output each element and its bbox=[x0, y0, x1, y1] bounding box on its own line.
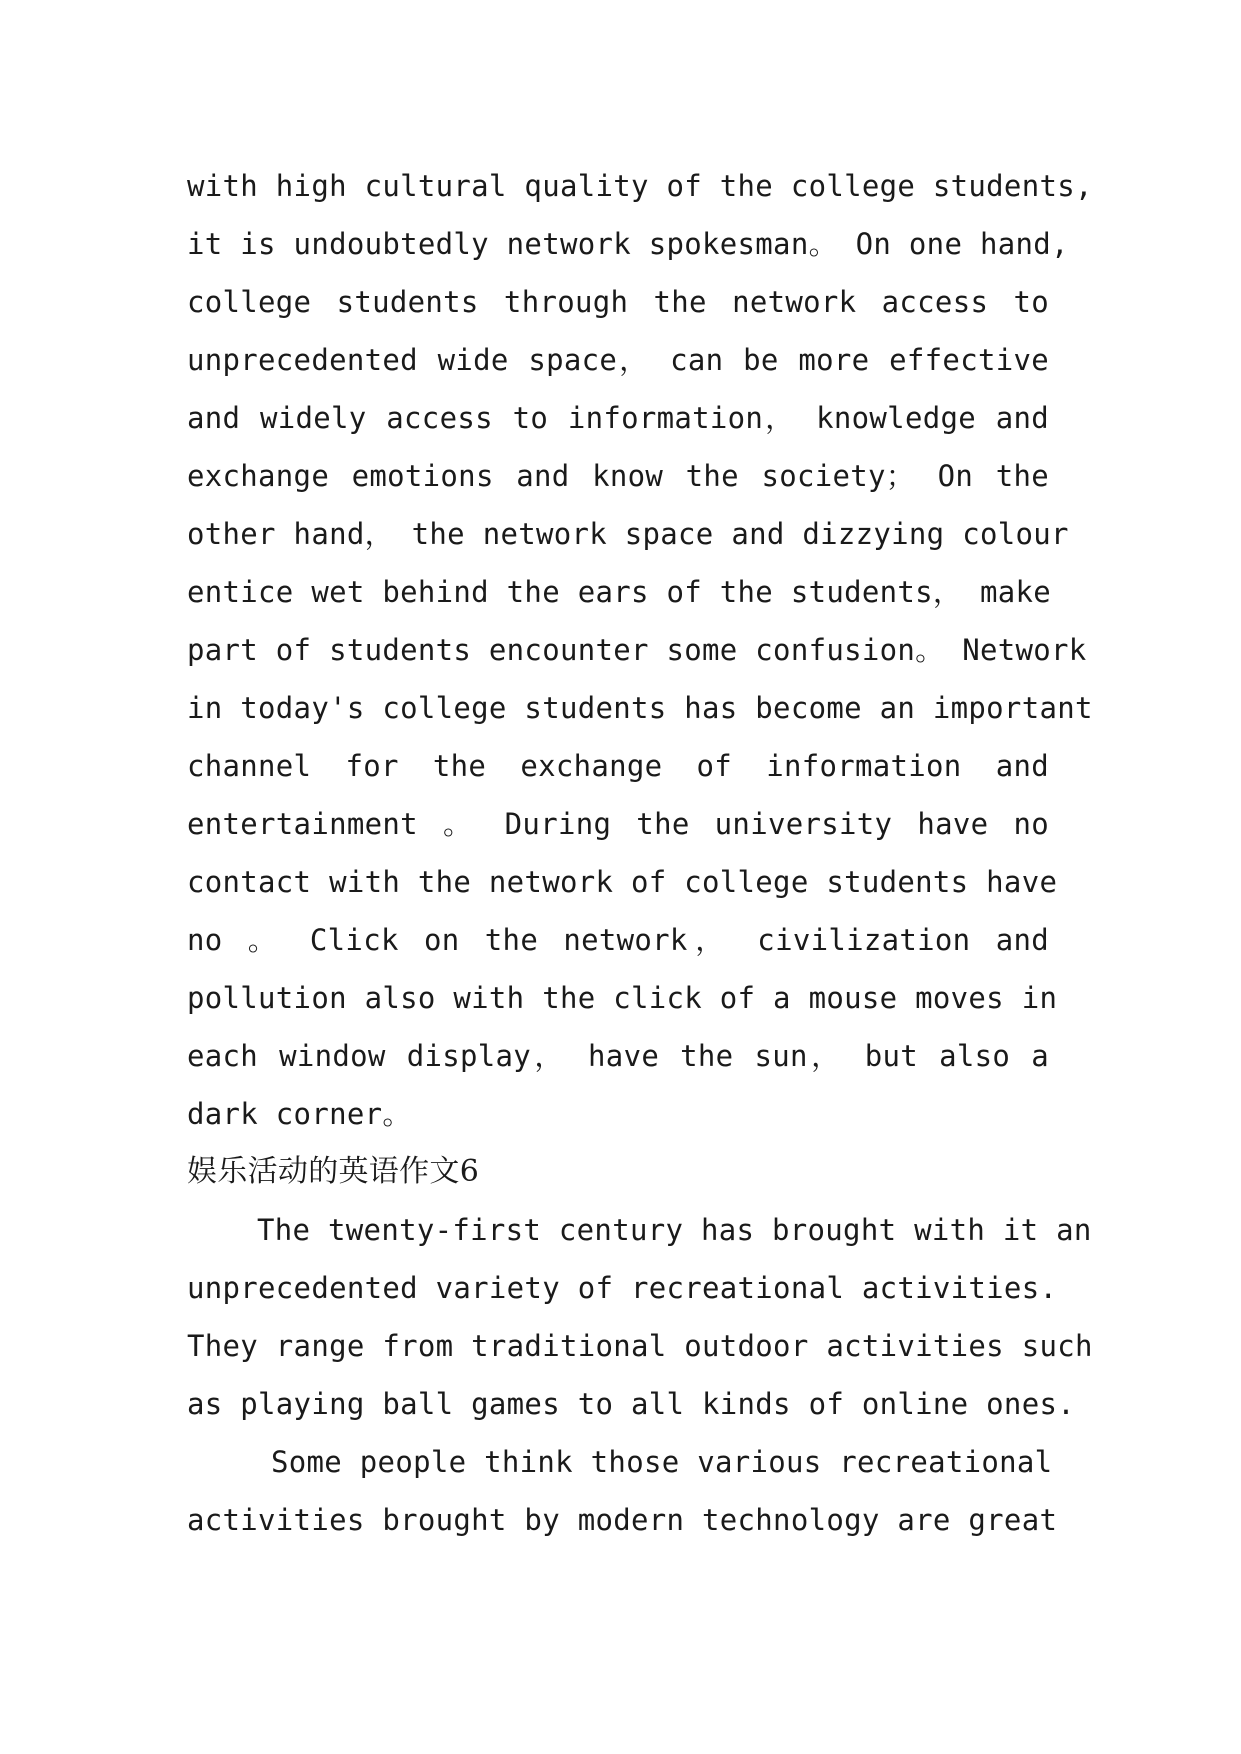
text-line: The twenty-first century has brought with it an bbox=[257, 1213, 1092, 1247]
text-line: activities brought by modern technology are great bbox=[187, 1503, 1058, 1537]
text-line: unprecedented variety of recreational activities. bbox=[187, 1271, 1058, 1305]
text-line: with high cultural quality of the college students, bbox=[187, 169, 1093, 203]
text-line: contact with the network of college students have bbox=[187, 865, 1058, 899]
paragraph-network bbox=[187, 157, 1093, 1143]
text-line: pollution also with the click of a mouse moves in bbox=[187, 981, 1058, 1015]
paragraph-recreation-intro bbox=[187, 1201, 1093, 1433]
text-line: no 。 Click on the network， civilization and bbox=[187, 923, 1049, 957]
text-line: part of students encounter some confusion。 Network bbox=[187, 633, 1087, 667]
paragraph-opinions bbox=[187, 1433, 1058, 1549]
text-line: They range from traditional outdoor activities such bbox=[187, 1329, 1093, 1363]
section-heading: 娱乐活动的英语作文6 bbox=[187, 1154, 480, 1189]
text-line: other hand， the network space and dizzying colour bbox=[187, 517, 1069, 551]
text-line: and widely access to information， knowledge and bbox=[187, 401, 1049, 435]
text-line: channel for the exchange of information and bbox=[187, 749, 1049, 783]
text-line: it is undoubtedly network spokesman。 On one hand, bbox=[187, 227, 1069, 261]
text-line: entice wet behind the ears of the students， make bbox=[187, 575, 1051, 609]
text-line: each window display， have the sun， but also a bbox=[187, 1039, 1049, 1073]
text-line: entertainment 。 During the university have no bbox=[187, 807, 1049, 841]
text-line: college students through the network access to bbox=[187, 285, 1049, 319]
essay-text bbox=[187, 157, 1093, 1549]
text-line: Some people think those various recreational bbox=[271, 1445, 1053, 1479]
text-line: in today's college students has become an important bbox=[187, 691, 1093, 725]
text-line: dark corner。 bbox=[187, 1097, 412, 1131]
text-line: as playing ball games to all kinds of online ones. bbox=[187, 1387, 1075, 1421]
text-line: unprecedented wide space， can be more effective bbox=[187, 343, 1049, 377]
text-line: exchange emotions and know the society； On the bbox=[187, 459, 1049, 493]
